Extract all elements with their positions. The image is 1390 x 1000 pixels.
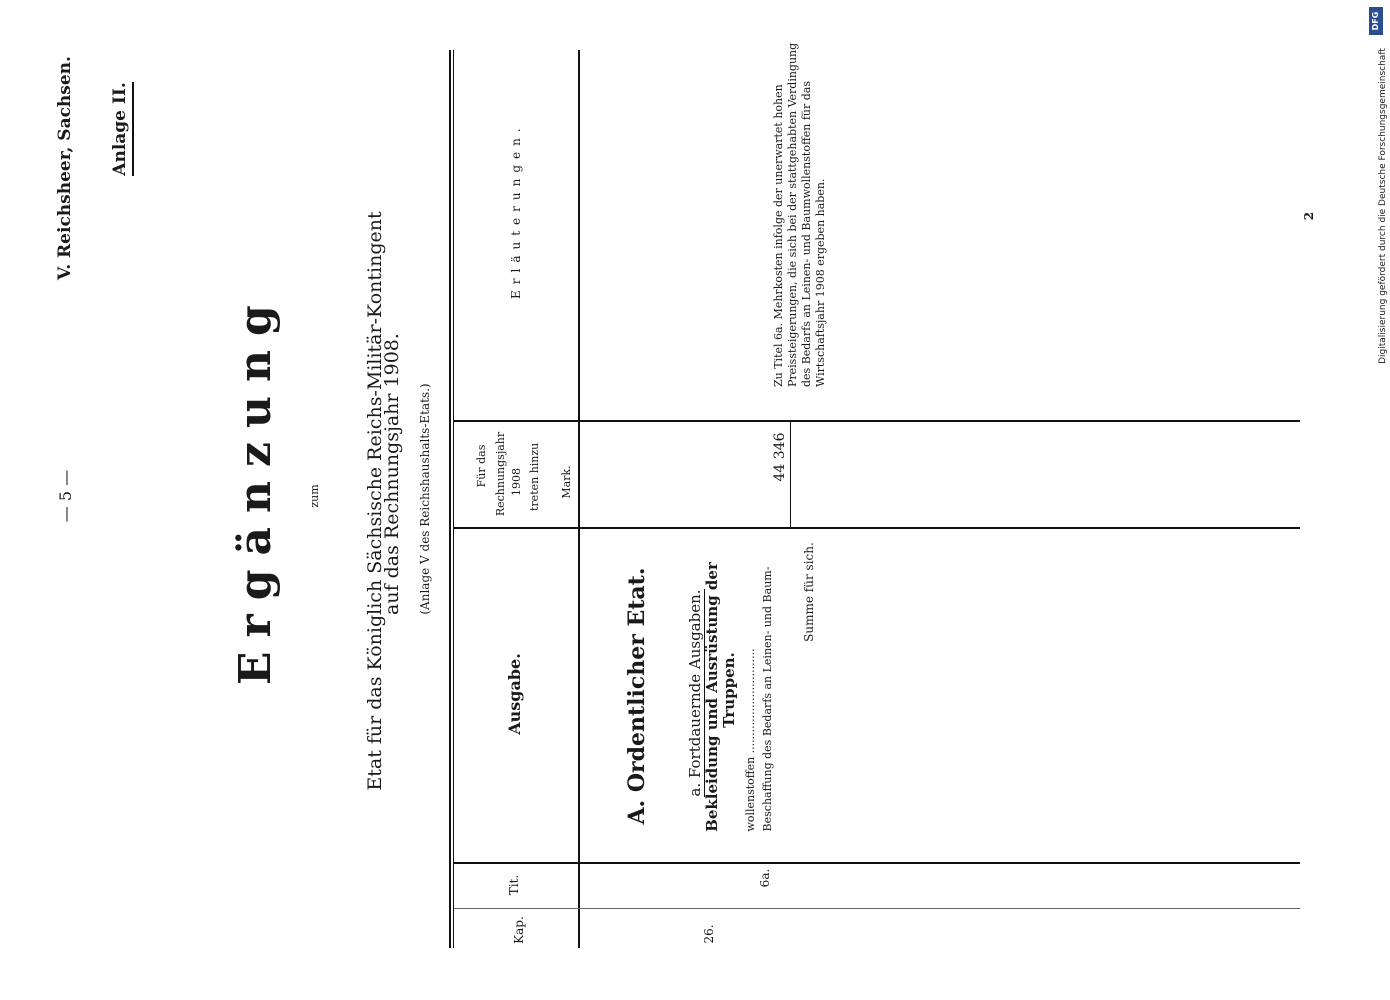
- sheet-mark: 2: [1302, 211, 1316, 221]
- title-line2: auf das Rechnungsjahr 1908.: [381, 333, 403, 615]
- digitization-note: Digitalisierung gefördert durch die Deutsche Forschungsgemeinschaft: [1378, 48, 1388, 364]
- col-divider-tit: [454, 908, 1300, 909]
- heading-bekleidung: Bekleidung und Ausrüstung der: [703, 562, 721, 832]
- header-mark: Mark.: [560, 465, 573, 499]
- amount-value: 44 346: [772, 432, 788, 482]
- title-note: (Anlage V des Reichshaushalts-Etats.): [418, 383, 432, 615]
- header-rechnungsjahr: Rechnungsjahr: [494, 431, 507, 517]
- summe-label: Summe für sich.: [802, 542, 816, 642]
- section-title: V. Reichsheer, Sachsen.: [55, 56, 75, 280]
- erl-line2: Preissteigerungen, die sich bei der stattgehabten Verdingung: [786, 42, 799, 387]
- title-line1: Etat für das Königlich Sächsische Reichs-Militär-Kontingent: [364, 211, 386, 791]
- header-row-divider: [578, 50, 580, 948]
- document-title: Ergänzung: [230, 291, 281, 685]
- header-erlaeuterungen: Erläuterungen.: [509, 122, 523, 299]
- col-divider-ausgabe: [454, 862, 1300, 864]
- erl-line3: des Bedarfs an Leinen- und Baumwollenstoffen für das: [800, 80, 813, 387]
- anlage-label: Anlage II.: [110, 74, 132, 184]
- col-divider-erlaeuterungen: [454, 420, 1300, 422]
- table-border-left-inner: [453, 50, 454, 948]
- header-jahr: 1908: [510, 468, 523, 496]
- header-treten: treten hinzu: [528, 442, 541, 511]
- amount-underline: [790, 422, 791, 527]
- erl-line1: Zu Titel 6a. Mehrkosten infolge der unerwartet hohen: [772, 84, 785, 387]
- header-ausgabe: Ausgabe.: [505, 653, 524, 735]
- dfg-logo: DFG: [1369, 7, 1383, 35]
- heading-ordentlicher-etat: A. Ordentlicher Etat.: [624, 567, 650, 825]
- row-kap: 26.: [702, 924, 716, 944]
- page-number: — 5 —: [56, 469, 75, 523]
- item-line2: wollenstoffen ..............................: [744, 648, 757, 832]
- heading-fortdauernde: a. Fortdauernde Ausgaben.: [686, 589, 704, 797]
- col-divider-amount: [454, 527, 1300, 529]
- header-kap: Kap.: [512, 916, 526, 944]
- header-tit: Tit.: [507, 874, 521, 896]
- title-zum: zum: [308, 484, 321, 508]
- table-border-left: [449, 50, 451, 948]
- heading-truppen: Truppen.: [720, 652, 738, 728]
- row-tit: 6a.: [758, 868, 772, 888]
- erl-line4: Wirtschaftsjahr 1908 ergeben haben.: [814, 178, 827, 387]
- header-fuer-das: Für das: [475, 444, 488, 488]
- item-line1: Beschaffung des Bedarfs an Leinen- und Baum-: [761, 566, 774, 832]
